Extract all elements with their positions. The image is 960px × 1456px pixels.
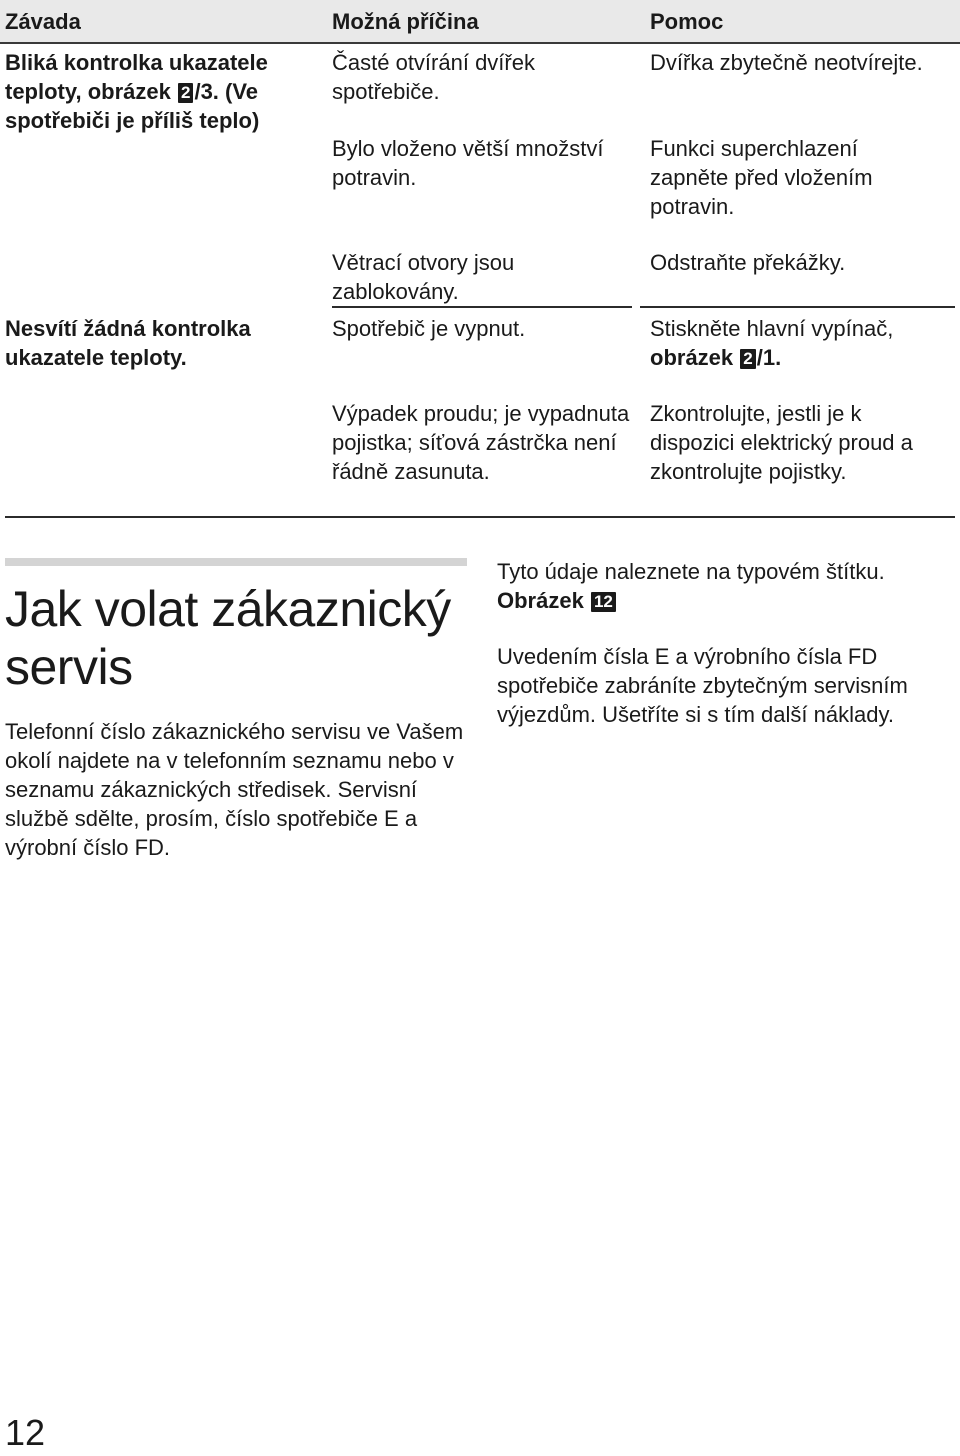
row-divider bbox=[640, 306, 955, 308]
cause-1-3: Větrací otvory jsou zablokovány. bbox=[332, 250, 515, 304]
fault-cell-2: Nesvítí žádná kontrolka ukazatele teploty. bbox=[5, 316, 251, 370]
remedy-2-1-text: Stiskněte hlavní vypínač, bbox=[650, 316, 894, 341]
remedy-1-3: Odstraňte překážky. bbox=[650, 250, 846, 275]
section-bar bbox=[5, 558, 467, 566]
service-right-paragraph: Uvedením čísla E a výrobního čísla FD spotřebiče zabráníte zbytečným servisním výjezdům. Ušetříte si s tím další náklady. bbox=[497, 644, 908, 727]
service-figure-ref bbox=[497, 586, 952, 615]
figure-ref-badge: 12 bbox=[591, 592, 616, 612]
cause-1-1: Časté otvírání dvířek spotřebiče. bbox=[332, 50, 535, 104]
table-bottom-rule bbox=[5, 516, 955, 518]
table-header-row bbox=[0, 0, 960, 44]
remedy-1-2: Funkci superchlazení zapněte před vložením potravin. bbox=[650, 136, 873, 219]
fault-cell-1 bbox=[5, 48, 315, 135]
cause-2-2: Výpadek proudu; je vypadnuta pojistka; síťová zástrčka není řádně zasunuta. bbox=[332, 401, 630, 484]
header-remedy: Pomoc bbox=[650, 9, 724, 34]
page-number: 12 bbox=[5, 1412, 46, 1453]
header-cause: Možná příčina bbox=[332, 9, 479, 34]
service-right-line: Tyto údaje naleznete na typovém štítku. bbox=[497, 559, 885, 584]
header-fault: Závada bbox=[5, 9, 81, 34]
figure-label: Obrázek bbox=[497, 588, 584, 613]
fault-text-1b: /3. (Ve spotřebiči je příliš teplo) bbox=[5, 79, 260, 133]
fault-text-1a: Bliká kontrolka ukazatele teploty, obrázek bbox=[5, 50, 268, 104]
remedy-2-2: Zkontrolujte, jestli je k dispozici elektrický proud a zkontrolujte pojistky. bbox=[650, 401, 913, 484]
remedy-2-1-post: /1. bbox=[756, 345, 782, 370]
remedy-1-1: Dvířka zbytečně neotvírejte. bbox=[650, 50, 923, 75]
cause-1-2: Bylo vloženo větší množství potravin. bbox=[332, 136, 604, 190]
remedy-2-1 bbox=[650, 314, 955, 372]
figure-ref-badge: 2 bbox=[178, 83, 193, 103]
section-heading: Jak volat zákaznický servis bbox=[5, 581, 451, 695]
figure-ref-badge: 2 bbox=[740, 349, 755, 369]
service-paragraph: Telefonní číslo zákaznického servisu ve Vašem okolí najdete na v telefonním seznamu nebo v seznamu zákaznických středisek. Servisní službě sdělte, prosím, číslo spotřebiče E a výrobní číslo FD. bbox=[5, 719, 464, 860]
row-divider bbox=[332, 306, 632, 308]
cause-2-1: Spotřebič je vypnut. bbox=[332, 316, 526, 341]
remedy-2-1-bold: obrázek bbox=[650, 345, 734, 370]
